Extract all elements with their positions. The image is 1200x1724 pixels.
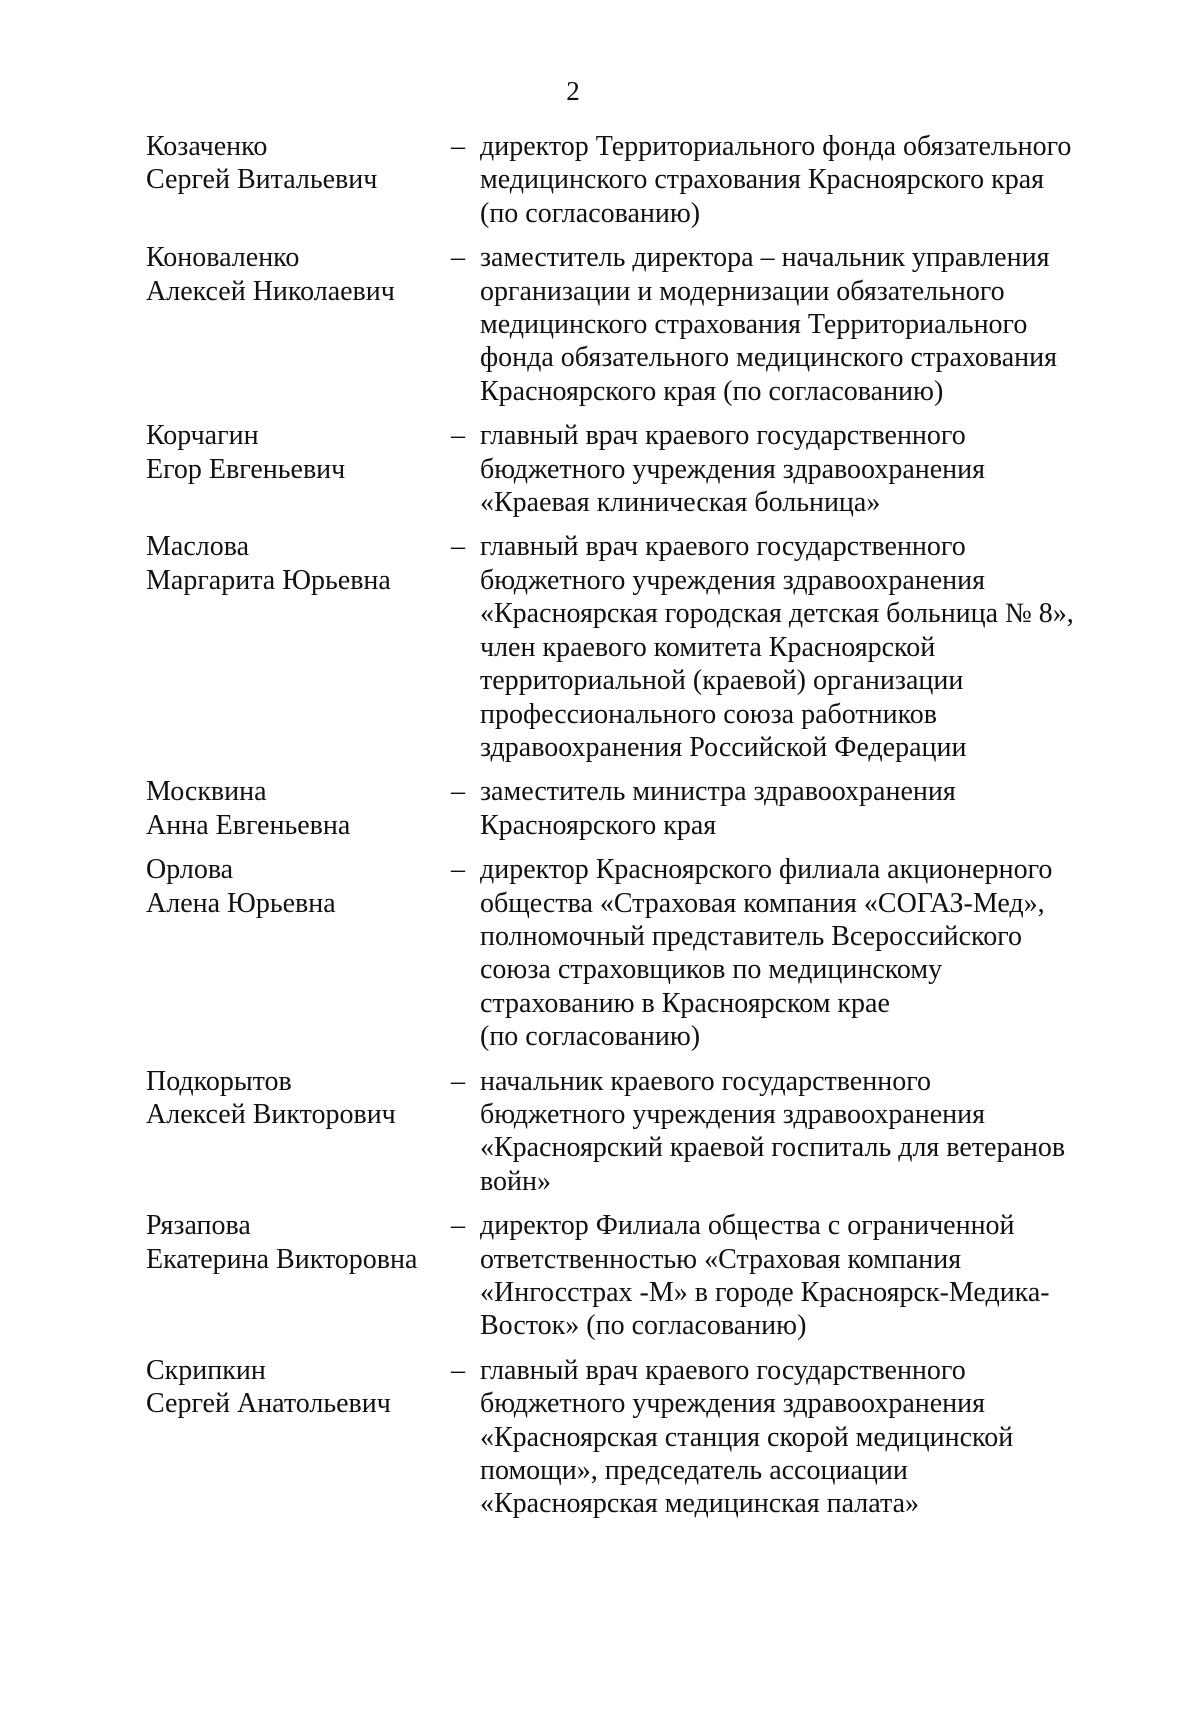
member-role — [480, 853, 1106, 1053]
member-role-line: Красноярского края — [480, 809, 717, 841]
member-role — [480, 1354, 1106, 1521]
member-list — [146, 130, 1106, 1532]
member-name — [146, 1209, 436, 1276]
member-role-line: ответственностью «Страховая компания — [480, 1243, 962, 1275]
member-given-names: Алексей Викторович — [146, 1098, 396, 1130]
member-role — [480, 419, 1106, 519]
member-entry — [146, 1354, 1106, 1521]
member-dash: – — [451, 776, 465, 808]
member-name — [146, 530, 436, 597]
member-role-line: член краевого комитета Красноярской — [480, 631, 936, 663]
member-entry — [146, 1065, 1106, 1199]
member-surname: Скрипкин — [146, 1354, 266, 1386]
member-role — [480, 1065, 1106, 1199]
member-given-names: Анна Евгеньевна — [146, 809, 351, 841]
member-surname: Москвина — [146, 776, 267, 808]
member-name — [146, 853, 436, 920]
member-role — [480, 130, 1106, 230]
member-given-names: Егор Евгеньевич — [146, 453, 346, 485]
member-surname: Корчагин — [146, 420, 259, 452]
member-role-line: заместитель директора – начальник управления — [480, 242, 1050, 274]
member-dash: – — [451, 420, 465, 452]
member-given-names: Алена Юрьевна — [146, 887, 336, 919]
member-surname: Орлова — [146, 854, 234, 886]
member-given-names: Екатерина Викторовна — [146, 1243, 418, 1275]
member-given-names: Маргарита Юрьевна — [146, 564, 391, 596]
member-dash: – — [451, 1210, 465, 1242]
member-role — [480, 530, 1106, 764]
member-given-names: Сергей Витальевич — [146, 164, 378, 196]
page-number: 2 — [566, 76, 580, 106]
member-surname: Подкорытов — [146, 1065, 292, 1097]
member-role-line: страхованию в Красноярском крае — [480, 987, 890, 1019]
member-name — [146, 1354, 436, 1421]
member-entry — [146, 130, 1106, 230]
member-dash: – — [451, 131, 465, 162]
member-role-line: войн» — [480, 1165, 551, 1197]
member-entry — [146, 1209, 1106, 1343]
member-dash: – — [451, 1354, 465, 1386]
member-role-line: (по согласованию) — [480, 1021, 701, 1053]
member-role-line: союза страховщиков по медицинскому — [480, 954, 943, 986]
member-entry — [146, 530, 1106, 764]
member-role-line: бюджетного учреждения здравоохранения — [480, 564, 986, 596]
member-role-line: главный врач краевого государственного — [480, 531, 966, 563]
member-role-line: Восток» (по согласованию) — [480, 1310, 807, 1342]
member-role-line: помощи», председатель ассоциации — [480, 1455, 908, 1487]
member-given-names: Сергей Анатольевич — [146, 1388, 391, 1420]
member-role-line: территориальной (краевой) организации — [480, 665, 964, 697]
member-role — [480, 775, 1106, 842]
member-role-line: «Красноярская городская детская больница № 8», — [480, 598, 1074, 630]
member-role — [480, 1209, 1106, 1343]
member-role-line: здравоохранения Российской Федерации — [480, 731, 967, 763]
member-role-line: общества «Страховая компания «СОГАЗ-Мед», — [480, 887, 1045, 919]
member-role-line: главный врач краевого государственного — [480, 1354, 966, 1386]
member-role-line: медицинского страхования Территориального — [480, 309, 1028, 341]
member-role-line: директор Красноярского филиала акционерного — [480, 854, 1053, 886]
member-role-line: «Красноярская станция скорой медицинской — [480, 1421, 1014, 1453]
member-dash: – — [451, 854, 465, 886]
member-name — [146, 1065, 436, 1132]
member-entry — [146, 853, 1106, 1053]
member-role-line: директор Территориального фонда обязательного — [480, 131, 1072, 162]
member-role-line: бюджетного учреждения здравоохранения — [480, 453, 986, 485]
member-dash: – — [451, 1065, 465, 1097]
member-role-line: «Ингосстрах -М» в городе Красноярск-Медика- — [480, 1277, 1050, 1308]
member-role-line: «Красноярский краевой госпиталь для ветеранов — [480, 1132, 1066, 1164]
member-role-line: «Красноярская медицинская палата» — [480, 1488, 919, 1520]
member-role-line: начальник краевого государственного — [480, 1065, 931, 1097]
member-role-line: бюджетного учреждения здравоохранения — [480, 1098, 986, 1130]
member-role-line: профессионального союза работников — [480, 698, 938, 730]
member-role-line: бюджетного учреждения здравоохранения — [480, 1388, 986, 1420]
member-role-line: Красноярского края (по согласованию) — [480, 375, 944, 407]
member-given-names: Алексей Николаевич — [146, 275, 395, 307]
member-role-line: организации и модернизации обязательного — [480, 275, 1005, 307]
member-surname: Коноваленко — [146, 242, 300, 274]
member-surname: Рязапова — [146, 1210, 251, 1242]
member-role-line: «Краевая клиническая больница» — [480, 487, 881, 519]
member-name — [146, 130, 436, 197]
member-role-line: директор Филиала общества с ограниченной — [480, 1210, 1015, 1242]
member-surname: Маслова — [146, 531, 250, 563]
member-role-line: полномочный представитель Всероссийского — [480, 920, 1023, 952]
member-role-line: фонда обязательного медицинского страхования — [480, 342, 1058, 374]
member-role — [480, 241, 1106, 408]
member-name — [146, 241, 436, 308]
member-entry — [146, 775, 1106, 842]
member-dash: – — [451, 242, 465, 274]
member-dash: – — [451, 531, 465, 563]
member-role-line: заместитель министра здравоохранения — [480, 776, 956, 808]
member-name — [146, 775, 436, 842]
member-role-line: (по согласованию) — [480, 197, 701, 229]
member-role-line: главный врач краевого государственного — [480, 420, 966, 452]
member-name — [146, 419, 436, 486]
member-entry — [146, 419, 1106, 519]
member-role-line: медицинского страхования Красноярского края — [480, 164, 1045, 196]
member-entry — [146, 241, 1106, 408]
member-surname: Козаченко — [146, 131, 268, 162]
